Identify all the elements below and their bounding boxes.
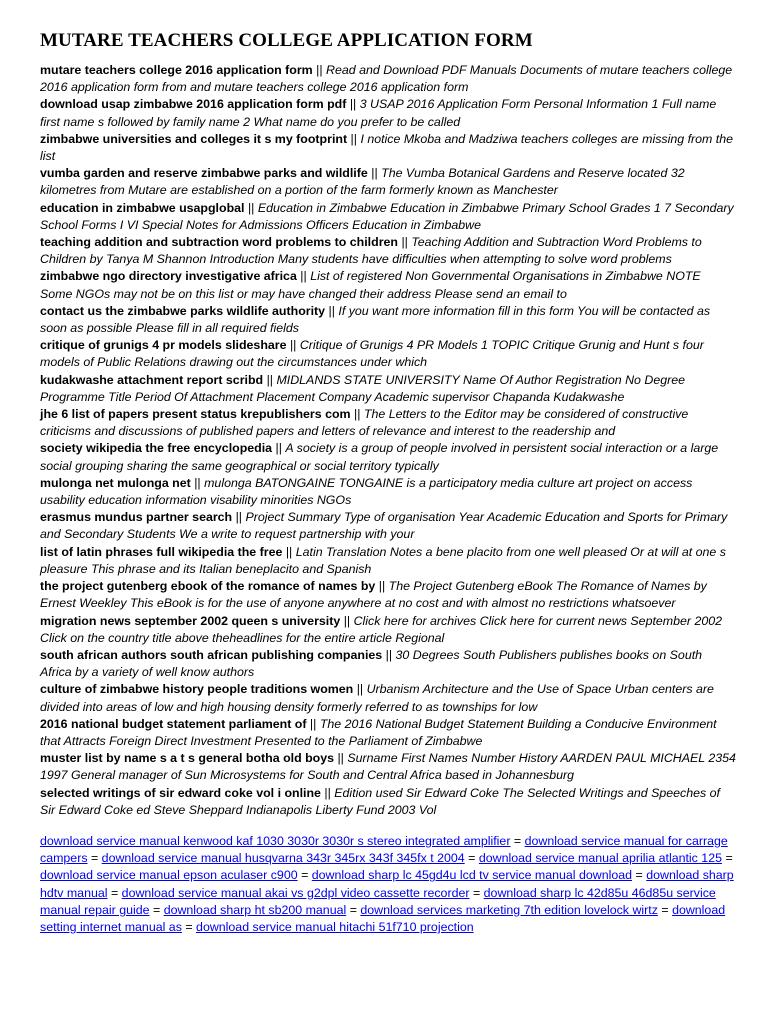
entry-description: Latin Translation Notes a bene placito from one well pleased Or at will at one s pleasure This phrase and its Italian beneplacito and Spanish	[40, 544, 726, 576]
entry-description: Critique of Grunigs 4 PR Models 1 TOPIC Critique Grunig and Hunt s four models of Public Relations drawing out the circumstances under which	[40, 338, 704, 370]
entry-separator: ||	[378, 579, 386, 594]
list-item	[40, 165, 736, 199]
related-links	[40, 833, 736, 936]
entry-keyword: contact us the zimbabwe parks wildlife authority	[40, 303, 326, 318]
list-item	[40, 785, 736, 819]
entry-description: The Letters to the Editor may be considered of constructive criticisms and discussions of published papers and letters of relevance and interest to the readership and	[40, 407, 689, 439]
list-item	[40, 475, 736, 509]
related-link[interactable]: download setting internet manual as	[40, 902, 726, 934]
link-separator: =	[472, 885, 481, 900]
list-item	[40, 372, 736, 406]
entry-separator: ||	[285, 544, 293, 559]
link-separator: =	[349, 902, 357, 917]
entry-keyword: mulonga net mulonga net	[40, 475, 191, 490]
entry-separator: ||	[324, 785, 331, 800]
entry-description: A society is a group of people involved in persistent social interaction or a large social grouping sharing the same geographical or social territory typically	[40, 441, 719, 473]
entry-separator: ||	[401, 235, 408, 250]
entry-keyword: list of latin phrases full wikipedia the free	[40, 544, 283, 559]
entry-description: 3 USAP 2016 Application Form Personal Information 1 Full name first name s followed by family name 2 What name do you prefer to be called	[40, 97, 717, 129]
entry-description: Project Summary Type of organisation Year Academic Education and Sports for Primary and Secondary Students We a write to request partnership with your	[40, 510, 728, 542]
entry-separator: ||	[337, 751, 344, 766]
related-link[interactable]: download sharp lc 45gd4u lcd tv service manual download	[311, 868, 633, 883]
related-link[interactable]: download service manual for carrage campers	[40, 833, 728, 866]
entry-keyword: south african authors south african publishing companies	[40, 647, 383, 662]
link-separator: =	[468, 851, 476, 866]
entry-separator: ||	[300, 269, 307, 284]
entry-keyword: selected writings of sir edward coke vol i online	[40, 785, 321, 800]
entry-separator: ||	[247, 200, 255, 215]
entry-description: MIDLANDS STATE UNIVERSITY Name Of Author Registration No Degree Programme Title Period Of Attachment Placement Company Academic supervisor Chapanda Kudakwashe	[40, 372, 686, 404]
entry-keyword: society wikipedia the free encyclopedia	[40, 441, 273, 456]
list-item	[40, 440, 736, 474]
entry-description: mulonga BATONGAINE TONGAINE is a participatory media culture art project on access usability education information visability minorities NGOs	[40, 475, 693, 508]
related-link[interactable]: download sharp lc 42d85u 46d85u service manual repair guide	[40, 885, 716, 917]
list-item	[40, 268, 736, 302]
list-item	[40, 613, 736, 647]
entry-keyword: kudakwashe attachment report scribd	[40, 372, 264, 387]
entry-separator: ||	[328, 303, 335, 318]
entry-description: 30 Degrees South Publishers publishes books on South Africa by a variety of well know authors	[40, 647, 703, 680]
entry-keyword: 2016 national budget statement parliament of	[40, 716, 307, 731]
entry-description: Edition used Sir Edward Coke The Selected Writings and Speeches of Sir Edward Coke ed Steve Sheppard Indianapolis Liberty Fund 2003 Vol	[40, 785, 720, 817]
list-item	[40, 200, 736, 234]
list-item	[40, 96, 736, 130]
list-item	[40, 681, 736, 715]
list-item	[40, 716, 736, 750]
entry-keyword: erasmus mundus partner search	[40, 510, 233, 525]
related-link[interactable]: download service manual aprilia atlantic 125	[478, 851, 722, 866]
entry-keyword: zimbabwe ngo directory investigative africa	[40, 269, 297, 284]
entry-description: Education in Zimbabwe Education in Zimbabwe Primary School Grades 1 7 Secondary School Forms I VI Special Notes for Admissions Officers Education in Zimbabwe	[40, 200, 734, 232]
link-separator: =	[185, 919, 193, 934]
related-link[interactable]: download service manual akai vs g2dpl video cassette recorder	[121, 885, 470, 900]
entry-separator: ||	[356, 682, 364, 697]
entry-separator: ||	[289, 338, 297, 353]
page-title: MUTARE TEACHERS COLLEGE APPLICATION FORM	[40, 30, 533, 51]
entry-keyword: vumba garden and reserve zimbabwe parks and wildlife	[40, 166, 368, 181]
entry-separator: ||	[354, 407, 361, 422]
list-item	[40, 303, 736, 337]
related-link[interactable]: download services marketing 7th edition lovelock wirtz	[360, 902, 658, 917]
entry-description: Read and Download PDF Manuals Documents of mutare teachers college 2016 application form from and mutare teachers college 2016 application form	[40, 63, 733, 95]
entry-keyword: education in zimbabwe usapglobal	[40, 200, 245, 215]
entry-separator: ||	[275, 441, 282, 456]
related-link[interactable]: download service manual husqvarna 343r 345rx 343f 345fx t 2004	[101, 851, 465, 866]
entry-keyword: zimbabwe universities and colleges it s my footprint	[40, 131, 348, 146]
list-item	[40, 131, 736, 165]
entry-keyword: teaching addition and subtraction word problems to children	[40, 235, 398, 250]
entry-keyword: migration news september 2002 queen s university	[40, 613, 341, 628]
link-separator: =	[661, 902, 669, 917]
entry-list	[40, 62, 736, 819]
related-link[interactable]: download service manual hitachi 51f710 projection	[196, 919, 474, 934]
entry-separator: ||	[343, 613, 351, 628]
entry-description: The Vumba Botanical Gardens and Reserve located 32 kilometres from Mutare are established on a portion of the farm formerly known as Manchester	[40, 166, 685, 198]
entry-separator: ||	[266, 372, 273, 387]
related-link[interactable]: download sharp ht sb200 manual	[163, 902, 347, 917]
entry-description: I notice Mkoba and Madziwa teachers colleges are missing from the list	[40, 131, 734, 164]
entry-description: The 2016 National Budget Statement Building a Conducive Environment that Attracts Foreign Direct Investment Presented to the Parliament of Zimbabwe	[40, 716, 717, 748]
link-separator: =	[152, 902, 161, 917]
list-item	[40, 750, 736, 784]
list-item	[40, 62, 736, 96]
related-link[interactable]: download service manual kenwood kaf 1030 3030r 3030r s stereo integrated amplifier	[40, 833, 511, 848]
entry-keyword: jhe 6 list of papers present status krepublishers com	[40, 407, 351, 422]
list-item	[40, 337, 736, 371]
entry-separator: ||	[371, 166, 378, 181]
entry-description: The Project Gutenberg eBook The Romance of Names by Ernest Weekley This eBook is for the use of anyone anywhere at no cost and with almost no restrictions whatsoever	[40, 579, 707, 611]
entry-description: Urbanism Architecture and the Use of Space Urban centers are divided into areas of low and high housing density formerly referred to as townships for low	[40, 682, 714, 714]
entry-description: Teaching Addition and Subtraction Word Problems to Children by Tanya M Shannon Introduction Many students have difficulties when attempting to solve word problems	[40, 235, 702, 267]
entry-description: Surname First Names Number History AARDEN PAUL MICHAEL 2354 1997 General manager of Sun Microsystems for South and Central Africa based in Johannesburg	[40, 751, 736, 783]
list-item	[40, 544, 736, 578]
entry-keyword: the project gutenberg ebook of the romance of names by	[40, 579, 376, 594]
link-separator: =	[635, 868, 643, 883]
entry-keyword: download usap zimbabwe 2016 application form pdf	[40, 97, 347, 112]
list-item	[40, 234, 736, 268]
list-item	[40, 578, 736, 612]
link-separator: =	[301, 868, 309, 883]
entry-separator: ||	[194, 475, 201, 490]
related-link[interactable]: download service manual epson aculaser c900	[40, 868, 298, 883]
entry-separator: ||	[309, 716, 317, 731]
link-separator: =	[110, 885, 119, 900]
link-separator: =	[90, 851, 99, 866]
link-separator: =	[513, 833, 522, 848]
entry-keyword: mutare teachers college 2016 application form	[40, 63, 313, 77]
list-item	[40, 509, 736, 543]
list-item	[40, 647, 736, 681]
related-link[interactable]: download sharp hdtv manual	[40, 868, 734, 900]
entry-keyword: critique of grunigs 4 pr models slideshare	[40, 338, 287, 353]
entry-description: Click here for archives Click here for current news September 2002 Click on the country title above theheadlines for the entire article Regional	[40, 613, 723, 645]
entry-keyword: muster list by name s a t s general botha old boys	[40, 751, 335, 766]
entry-separator: ||	[385, 647, 393, 662]
entry-keyword: culture of zimbabwe history people traditions women	[40, 682, 354, 697]
entry-separator: ||	[235, 510, 243, 525]
link-separator: =	[725, 851, 733, 866]
entry-separator: ||	[316, 63, 323, 77]
entry-separator: ||	[349, 97, 357, 112]
entry-description: If you want more information fill in this form You will be contacted as soon as possible Please fill in all required fields	[40, 303, 711, 336]
list-item	[40, 406, 736, 440]
entry-separator: ||	[350, 131, 357, 146]
entry-description: List of registered Non Governmental Organisations in Zimbabwe NOTE Some NGOs may not be on this list or may have changed their address Please send an email to	[40, 269, 701, 301]
